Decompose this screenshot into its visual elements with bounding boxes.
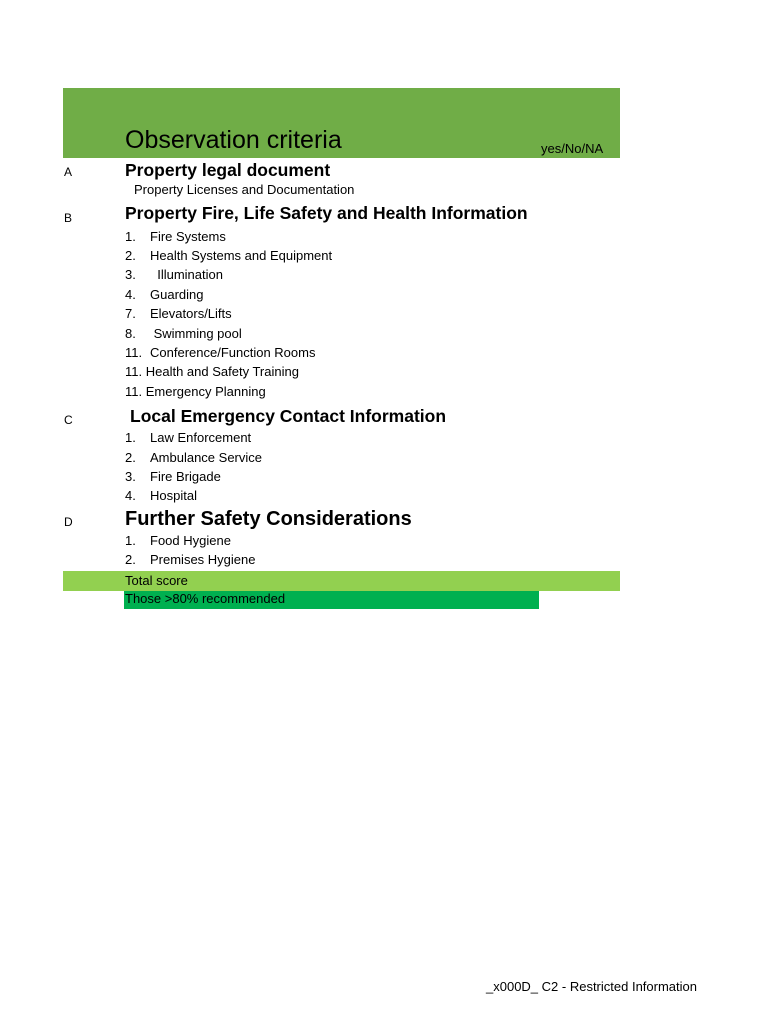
item-number: 11. [125,364,143,379]
item-label: Ambulance Service [150,450,262,465]
answer-column-header: yes/No/NA [541,141,604,156]
total-score-label: Total score [125,573,188,588]
section-a-title: Property legal document [125,160,331,180]
section-c-title: Local Emergency Contact Information [130,406,447,426]
list-item [125,286,203,304]
item-label: Emergency Planning [145,384,266,399]
list-item [125,363,299,381]
item-number: 7. [125,306,136,321]
item-label: Conference/Function Rooms [150,345,316,360]
item-label: Law Enforcement [150,430,252,445]
item-label: Fire Systems [150,229,226,244]
item-number: 2. [125,552,136,567]
list-item [125,266,223,284]
item-label: Hospital [150,488,197,503]
item-number: 11. [125,345,143,360]
item-number: 2. [125,450,136,465]
section-d-title: Further Safety Considerations [125,508,412,530]
item-label: Food Hygiene [150,533,231,548]
section-a-subtitle: Property Licenses and Documentation [134,182,355,197]
item-label: Guarding [150,287,204,302]
list-item [125,344,315,362]
item-number: 4. [125,287,136,302]
list-item [125,449,262,467]
item-number: 2. [125,248,136,263]
section-b-letter: B [64,211,73,225]
item-number: 11. [125,384,143,399]
list-item [125,228,226,246]
section-c-letter: C [64,413,73,427]
classification-footer: _x000D_ C2 - Restricted Information [486,979,697,994]
section-a-letter: A [64,165,73,179]
item-label: Fire Brigade [150,469,221,484]
item-label: Swimming pool [150,326,242,341]
item-label: Elevators/Lifts [150,306,232,321]
item-number: 8. [125,326,136,341]
list-item [125,429,251,447]
item-label: Illumination [150,267,223,282]
item-number: 4. [125,488,136,503]
section-d-letter: D [64,515,73,529]
list-item [125,487,197,505]
section-b-title: Property Fire, Life Safety and Health Information [125,203,528,223]
item-number: 1. [125,229,136,244]
item-label: Health Systems and Equipment [150,248,333,263]
list-item [125,383,266,401]
list-item [125,325,242,343]
list-item [125,551,256,569]
list-item [125,532,231,550]
item-number: 1. [125,430,136,445]
item-number: 1. [125,533,136,548]
item-number: 3. [125,267,136,282]
list-item [125,247,332,265]
item-number: 3. [125,469,136,484]
list-item [125,305,232,323]
page-title: Observation criteria [125,126,342,154]
list-item [125,468,221,486]
item-label: Premises Hygiene [150,552,256,567]
item-label: Health and Safety Training [145,364,299,379]
recommendation-label: Those >80% recommended [125,591,286,606]
